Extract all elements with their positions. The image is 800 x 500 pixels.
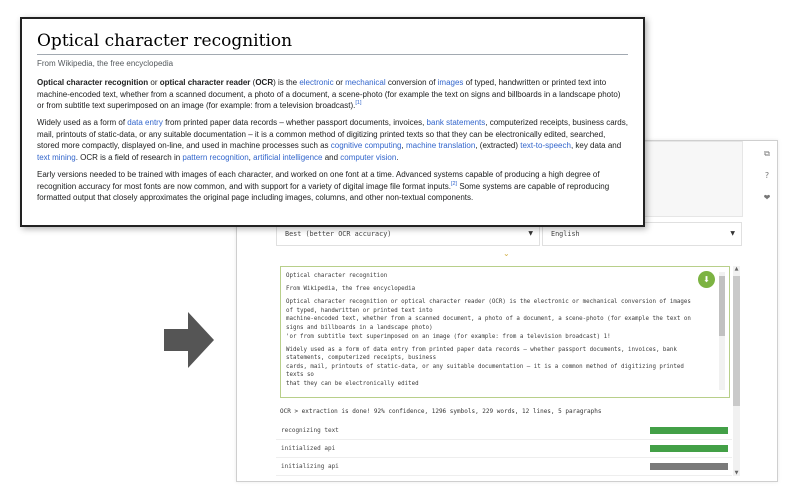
scrollbar-thumb[interactable]	[719, 276, 725, 336]
reference-link[interactable]: [1]	[355, 100, 362, 107]
side-toolbar	[760, 147, 774, 213]
page-scrollbar[interactable]	[733, 266, 740, 476]
text: , key data and	[570, 141, 622, 151]
help-icon[interactable]: ?	[764, 171, 770, 180]
text: of typed, handwritten or printed text into machine-encoded text, whether from a scanned document, a photo of a document, a scene-photo (for example the text on signs and billboards in a landscape photo) or from subtitle text superimposed on an image (for example: from a television broadcast).	[37, 78, 621, 111]
log-label: initialized api	[281, 445, 336, 452]
bold-term: Optical character recognition	[37, 78, 149, 87]
bold-term: optical character reader	[159, 78, 251, 87]
progress-fill	[650, 463, 728, 470]
log-row	[276, 458, 732, 476]
progress-fill	[650, 445, 728, 452]
text: from printed paper data records – whether passport documents, invoices,	[162, 118, 427, 128]
link-data-entry[interactable]: data entry	[127, 118, 163, 128]
copy-icon[interactable]: ⧉	[764, 149, 770, 158]
text: or	[333, 78, 346, 87]
text: , computerized receipts, business cards, mail, printouts of static-data, or any suitable documentation – it is a common method of digitizing printed texts so that they can be electronically edited, searched, stored more compactly, displayed on-line, and used in machine processes such as	[37, 118, 628, 151]
output-line: Optical character recognition	[286, 273, 388, 279]
progress-bar	[650, 463, 728, 470]
text: conversion of	[385, 78, 438, 87]
page-title: Optical character recognition	[37, 31, 628, 55]
text: (	[250, 78, 256, 87]
paragraph-1	[37, 77, 628, 112]
right-arrow-icon	[164, 312, 214, 368]
text: ) is the	[273, 78, 300, 87]
link-computer-vision[interactable]: computer vision	[340, 153, 397, 163]
expand-chevron-icon[interactable]: ⌄	[503, 249, 510, 258]
text: , (extracted)	[475, 141, 521, 151]
scroll-down-icon[interactable]: ▼	[734, 470, 739, 476]
output-line: Optical character recognition or optical character reader (OCR) is the electronic or mechanical conversion of images of typed, handwritten or printed text into machine-encoded text, whether from a scanned document, a photo of a document, a scene-photo (for example the text on signs and billboards in a landscape photo) 'or from subtitle text superimposed on an image (for example: from a television broadcast) 1!	[286, 299, 691, 340]
textarea-scrollbar[interactable]	[719, 272, 725, 390]
text: ,	[401, 141, 406, 151]
link-electronic[interactable]: electronic	[299, 78, 334, 87]
text: or	[148, 78, 160, 87]
link-machine-translation[interactable]: machine translation	[405, 141, 476, 151]
scroll-up-icon[interactable]: ▲	[734, 266, 739, 272]
text: Some systems are capable of reproducing formatted output that closely approximates the original page including images, columns, and other non-textual components.	[37, 181, 610, 203]
chevron-down-icon: ▼	[730, 230, 735, 237]
reference-link[interactable]: [2]	[450, 180, 458, 187]
link-cognitive-computing[interactable]: cognitive computing	[330, 141, 402, 151]
progress-bar	[650, 445, 728, 452]
link-text-mining[interactable]: text mining	[37, 153, 76, 163]
log-label: initializing api	[281, 463, 339, 470]
bold-term: OCR	[255, 78, 274, 87]
progress-bar	[650, 427, 728, 434]
text: and	[322, 153, 341, 163]
download-icon: ⬇	[703, 275, 710, 284]
link-pattern-recognition[interactable]: pattern recognition	[182, 153, 249, 163]
ocr-mode-value: Best (better OCR accuracy)	[285, 230, 392, 238]
text: . OCR is a field of research in	[75, 153, 183, 163]
output-line: Widely used as a form of data entry from printed paper data records – whether passport documents, invoices, bank statements, computerized receipts, business cards, mail, printouts of static-data, or any suitable documentation – it is a common method of digitizing printed texts so that they can be electronically edited	[286, 346, 684, 388]
link-bank-statements[interactable]: bank statements	[426, 118, 486, 128]
log-label: recognizing text	[281, 427, 339, 434]
link-artificial-intelligence[interactable]: artificial intelligence	[253, 153, 323, 163]
wikipedia-article-snippet	[20, 17, 645, 227]
output-line: From Wikipedia, the free encyclopedia	[286, 286, 416, 293]
ocr-output-textarea[interactable]	[280, 266, 730, 398]
link-mechanical[interactable]: mechanical	[345, 78, 386, 87]
heart-icon[interactable]: ❤	[763, 193, 771, 202]
link-text-to-speech[interactable]: text-to-speech	[520, 141, 571, 151]
text: Early versions needed to be trained with images of each character, and worked on one font at a time. Advanced systems capable of producing a high degree of recognition accuracy for most fonts are now common, and with support for a variety of digital image file format inputs.	[37, 170, 600, 191]
log-row	[276, 422, 732, 440]
scrollbar-thumb[interactable]	[733, 276, 740, 406]
paragraph-2	[37, 117, 628, 163]
text: .	[396, 153, 399, 163]
page-subtitle: From Wikipedia, the free encyclopedia	[37, 59, 174, 68]
ocr-status: OCR > extraction is done! 92% confidence, 1296 symbols, 229 words, 12 lines, 5 paragraphs	[280, 408, 602, 415]
text: ,	[248, 153, 254, 163]
download-button[interactable]	[698, 271, 715, 288]
link-images[interactable]: images	[437, 78, 464, 87]
paragraph-3	[37, 169, 628, 204]
language-value: English	[551, 230, 580, 238]
log-row	[276, 440, 732, 458]
chevron-down-icon: ▼	[528, 230, 533, 237]
progress-fill	[650, 427, 728, 434]
text: Widely used as a form of	[37, 118, 128, 128]
